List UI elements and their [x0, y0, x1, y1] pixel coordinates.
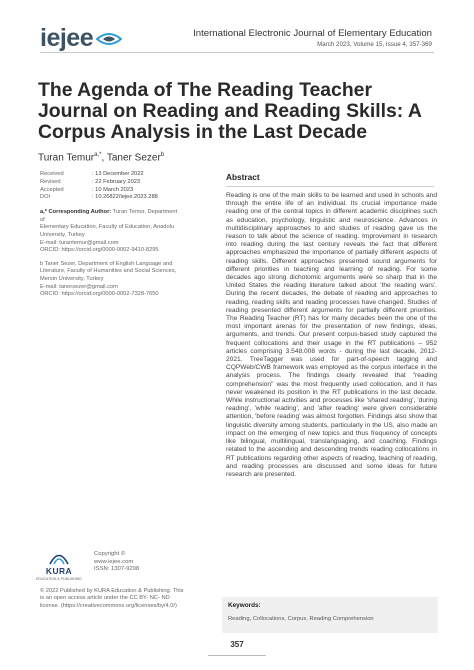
date-label: Received — [40, 171, 64, 177]
date-value: : 22 February 2023 — [92, 178, 141, 185]
corresponding-author — [40, 209, 180, 255]
doi-link[interactable]: : 10.26822/iejee.2023.288 — [92, 194, 158, 201]
affiliation-line: Elementary Education, Faculty of Education, Anadolu — [40, 224, 175, 231]
journal-name: International Electronic Journal of Elementary Education — [193, 28, 432, 39]
affiliation-line: b Taner Sezer, Department of English Language and — [40, 260, 173, 267]
copyright-text: Copyright © — [94, 551, 126, 557]
article-info-column — [40, 171, 180, 299]
dates-block — [40, 171, 180, 202]
affiliation-line: University, Turkey — [40, 231, 85, 238]
author-list: Turan Temur$^{a,*}$, Taner Sezer$^b$ — [38, 152, 165, 164]
publisher-name: KURA — [45, 566, 73, 576]
email-link[interactable]: E-mail: turantemur@gmail.com — [40, 239, 119, 246]
eye-icon — [96, 31, 122, 47]
email-link[interactable]: E-mail: tanersezer@gmail.com — [40, 283, 118, 290]
page-number: 357 — [230, 640, 244, 649]
author-name: Turan Temur — [38, 152, 95, 164]
issn-text: ISSN: 1307-9298 — [94, 566, 140, 573]
date-row — [40, 171, 180, 179]
logo-text: iejee — [40, 24, 94, 52]
journal-header — [193, 28, 432, 48]
orcid-link[interactable]: ORCID: https://orcid.org/0000-0002-9410-8295 — [40, 247, 159, 254]
publisher-logo — [36, 551, 82, 581]
author-name: Taner Sezer — [106, 152, 161, 164]
publisher-subtitle: EDUCATION & PUBLISHING — [36, 577, 82, 581]
publisher-emblem-icon — [48, 551, 70, 565]
orcid-link[interactable]: ORCID: https://orcid.org/0000-0002-7328-7650 — [40, 291, 159, 298]
keywords-box — [222, 597, 438, 633]
date-label: Accepted — [40, 186, 64, 193]
publisher-info — [94, 551, 139, 574]
website-link[interactable]: www.iejee.com — [94, 558, 134, 565]
footer-divider — [208, 655, 266, 656]
date-row — [40, 194, 180, 202]
date-label: DOI — [40, 194, 51, 201]
journal-meta: March 2023, Volume 15, Issue 4, 357-369 — [317, 41, 432, 48]
abstract-divider — [226, 186, 434, 187]
author-affiliation-mark: b — [160, 152, 165, 158]
publisher-block — [36, 551, 139, 581]
corresponding-author-heading: a,* Corresponding Author: — [40, 209, 112, 216]
date-label: Revised — [40, 178, 61, 185]
journal-logo — [40, 24, 122, 53]
affiliation-line: Literature, Faculty of Humanities and Social Sciences, — [40, 268, 177, 275]
abstract-heading: Abstract — [226, 172, 260, 182]
article-title: The Agenda of The Reading Teacher Journal on Reading and Reading Skills: A Corpus Analysis in the Last Decade — [38, 79, 422, 143]
header-divider — [40, 52, 434, 53]
author-affiliation-mark: a,* — [94, 152, 102, 158]
affiliation-line: Turan Temur, Department of — [40, 209, 178, 223]
affiliation-line: Mersin University, Turkey — [40, 275, 104, 282]
license-text: © 2022 Published by KURA Education & Publishing. This is an open access article under the CC BY- NC- ND license. (https://creativecommons.org/licenses/by/4.0/) — [40, 588, 184, 609]
abstract-body: Reading is one of the main skills to be learned and used in schools and through the entire life of an individual. Its crucial importance made reading one of the central topics in different academic disciplines such as education, psychology, linguistic and neuroscience. Advances in multidisciplinary approaches to and studies of reading gave us the reason to talk about the science of reading. Improvement in research into reading during the last century reveals the fact that different approaches emphasized the importance of partially different aspects of reading skills. Different approaches presented sound arguments for different priorities in teaching and learning of reading. For some decades ago strong dichotomic arguments were so sharp that in the United States the reading literature talked about 'the reading wars'. During the recent decades, the debate of reading and approaches to reading, reading skills and reading processes have changed. Studies of reading presented different arguments for partially different priorities. The Reading Teacher (RT) has for many decades been the one of the most important arenas for the presentation of new findings, ideas, arguments, and trends. Our present corpus-based study captured the frequent collocations and their usage in the RT publications – 952 articles comprising 3.548.008 words - during the last decade, 2012-2021. TreeTagger was used for part-of-speech tagging and CQPWeb/CWB framework was employed as the corpus interface in the analysis process. The findings clearly revealed that "reading comprehension" was the most frequently used collocation, and it has never weakened its position in the RT publications in the last decade. While instructional activities and processes like 'shared reading', 'during reading', 'while reading', and 'after reading' were given considerable attention, 'before reading' was almost forgotten. Findings also show that linguistic diversity among students, particularly in the US, also made an impact on the emerging of new topics and thus frequency of concepts like bilingual, multilingual, translanguaging, and coaching. Findings related to the ascending and descending trends reading collocations in RT publications regarding other aspects of reading, teaching of reading, and reading processes are discussed and some ideas for future research are presented. — [226, 192, 437, 478]
keywords-list: Reading, Collocations, Corpus, Reading Comprehension — [228, 616, 374, 622]
date-row — [40, 187, 180, 195]
second-author-affiliation — [40, 261, 180, 299]
keywords-heading: Keywords: — [228, 602, 261, 609]
date-value: : 13 December 2022 — [92, 171, 144, 177]
date-value: : 10 March 2023 — [92, 186, 134, 193]
date-row — [40, 179, 180, 187]
